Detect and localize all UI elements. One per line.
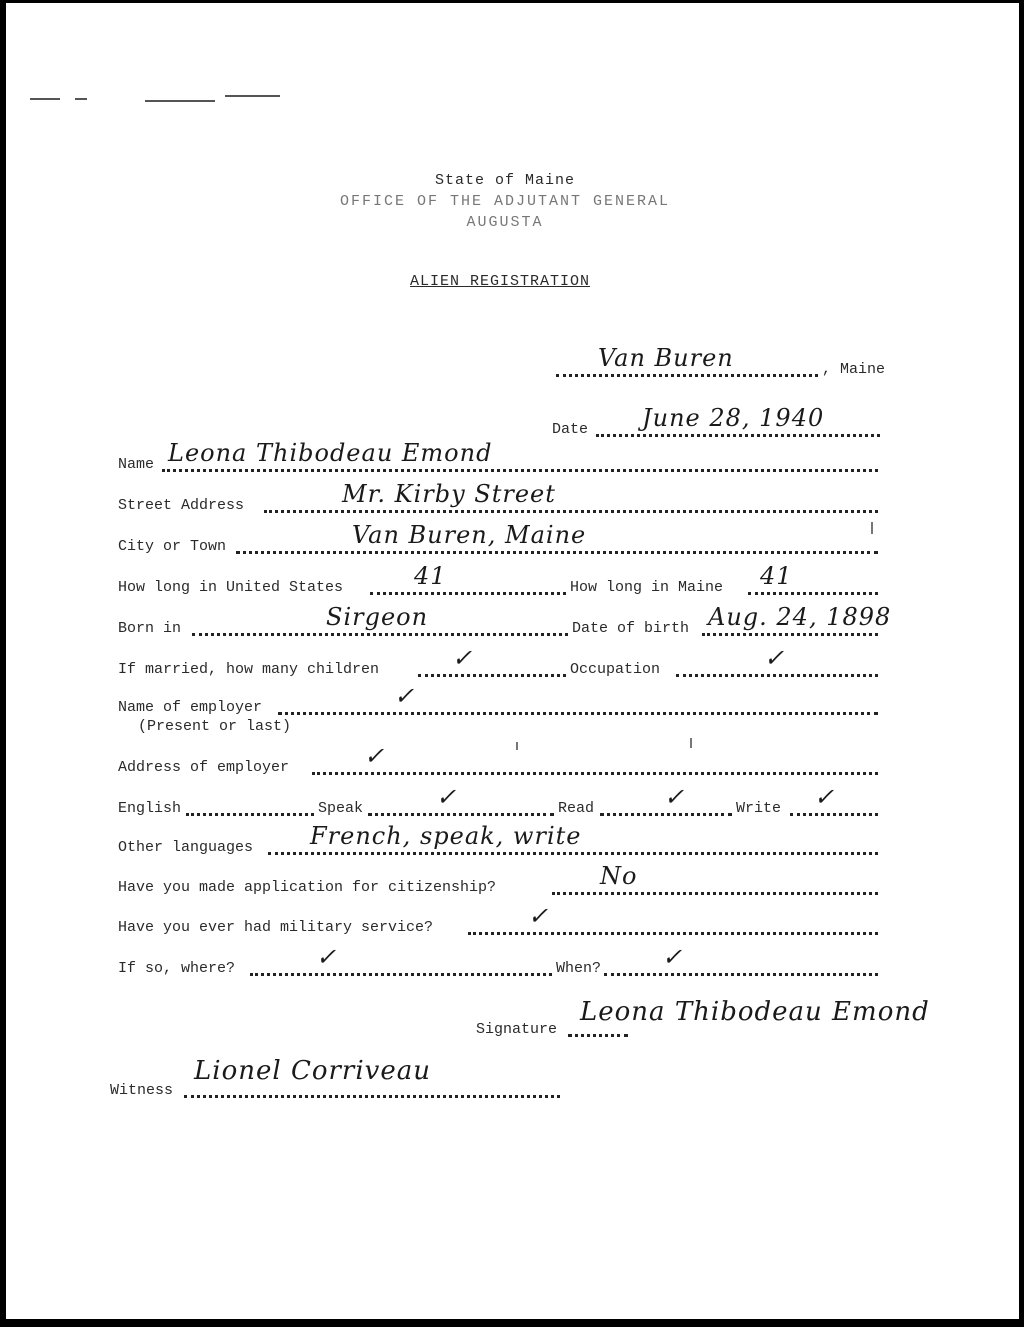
speak-dots	[368, 799, 554, 816]
born-in-value: Sirgeon	[326, 603, 429, 631]
scan-mark	[690, 738, 692, 748]
birth-date-label: Date of birth	[572, 620, 690, 637]
occupation-label: Occupation	[570, 661, 661, 678]
scan-border-right	[1019, 0, 1024, 1327]
when-value: ✓	[662, 943, 684, 971]
children-dots	[418, 660, 566, 677]
header-state: State of Maine	[434, 172, 576, 189]
when-label: When?	[556, 960, 602, 977]
children-label: If married, how many children	[118, 661, 380, 678]
scan-border-top	[0, 0, 1024, 3]
citizenship-label: Have you made application for citizenship?	[118, 879, 497, 896]
english-row	[118, 783, 888, 819]
city-value: Van Buren, Maine	[352, 521, 587, 549]
maine-years-label: How long in Maine	[570, 579, 724, 596]
when-dots	[604, 959, 878, 976]
read-label: Read	[558, 800, 595, 817]
scan-mark	[871, 522, 873, 534]
us-years-value: 41	[414, 562, 447, 590]
scan-speck	[30, 98, 60, 100]
us-years-dots	[370, 578, 566, 595]
scan-speck	[145, 100, 215, 102]
speak-label: Speak	[318, 800, 364, 817]
city-label: City or Town	[118, 538, 227, 555]
family-row	[118, 644, 888, 680]
form-title: ALIEN REGISTRATION	[410, 273, 591, 290]
city-row	[118, 521, 888, 557]
header-office: OFFICE OF THE ADJUTANT GENERAL	[339, 193, 671, 210]
employer-address-label: Address of employer	[118, 759, 290, 776]
military-label: Have you ever had military service?	[118, 919, 434, 936]
citizenship-row	[118, 862, 888, 898]
birth-row	[118, 603, 892, 639]
occupation-value: ✓	[764, 644, 786, 672]
date-row	[552, 404, 892, 440]
signature-label: Signature	[476, 1021, 558, 1038]
where-dots	[250, 959, 552, 976]
english-dots	[186, 799, 314, 816]
english-label: English	[118, 800, 182, 817]
street-value: Mr. Kirby Street	[342, 480, 556, 508]
date-value: June 28, 1940	[642, 404, 825, 432]
born-in-label: Born in	[118, 620, 182, 637]
employer-name-label: Name of employer	[118, 699, 263, 716]
signature-value: Leona Thibodeau Emond	[580, 997, 930, 1027]
place-row	[556, 344, 896, 380]
other-languages-label: Other languages	[118, 839, 254, 856]
header-city: AUGUSTA	[466, 214, 544, 231]
where-label: If so, where?	[118, 960, 236, 977]
birth-date-value: Aug. 24, 1898	[708, 603, 892, 631]
scan-border-left	[0, 0, 6, 1327]
street-label: Street Address	[118, 497, 245, 514]
witness-value: Lionel Corriveau	[194, 1056, 431, 1086]
read-value: ✓	[664, 783, 686, 811]
place-suffix: , Maine	[822, 361, 886, 378]
employer-name-dots	[278, 698, 878, 715]
scan-speck	[225, 95, 280, 97]
children-value: ✓	[452, 644, 474, 672]
street-row	[118, 480, 888, 516]
name-row	[118, 439, 888, 475]
write-label: Write	[736, 800, 782, 817]
military-row	[118, 902, 888, 938]
other-languages-row	[118, 822, 888, 858]
other-languages-value: French, speak, write	[310, 822, 582, 850]
military-value: ✓	[528, 902, 550, 930]
where-value: ✓	[316, 943, 338, 971]
date-label: Date	[552, 421, 589, 438]
scan-speck	[75, 98, 87, 100]
signature-row	[476, 997, 966, 1040]
name-value: Leona Thibodeau Emond	[168, 439, 493, 467]
witness-row	[110, 1056, 570, 1101]
employer-sublabel: (Present or last)	[138, 718, 292, 735]
witness-label: Witness	[110, 1082, 174, 1099]
employer-name-row	[118, 682, 888, 718]
employer-address-row	[118, 742, 888, 778]
place-value: Van Buren	[598, 344, 734, 372]
maine-years-value: 41	[760, 562, 793, 590]
scan-border-bottom	[0, 1319, 1024, 1327]
name-label: Name	[118, 456, 155, 473]
service-row	[118, 943, 888, 979]
us-years-label: How long in United States	[118, 579, 344, 596]
employer-name-value: ✓	[394, 682, 416, 710]
employer-address-value: ✓	[364, 742, 386, 770]
speak-value: ✓	[436, 783, 458, 811]
employer-address-dots	[312, 758, 878, 775]
scan-mark	[516, 742, 518, 750]
write-value: ✓	[814, 783, 836, 811]
residence-row	[118, 562, 888, 598]
citizenship-value: No	[600, 862, 638, 890]
